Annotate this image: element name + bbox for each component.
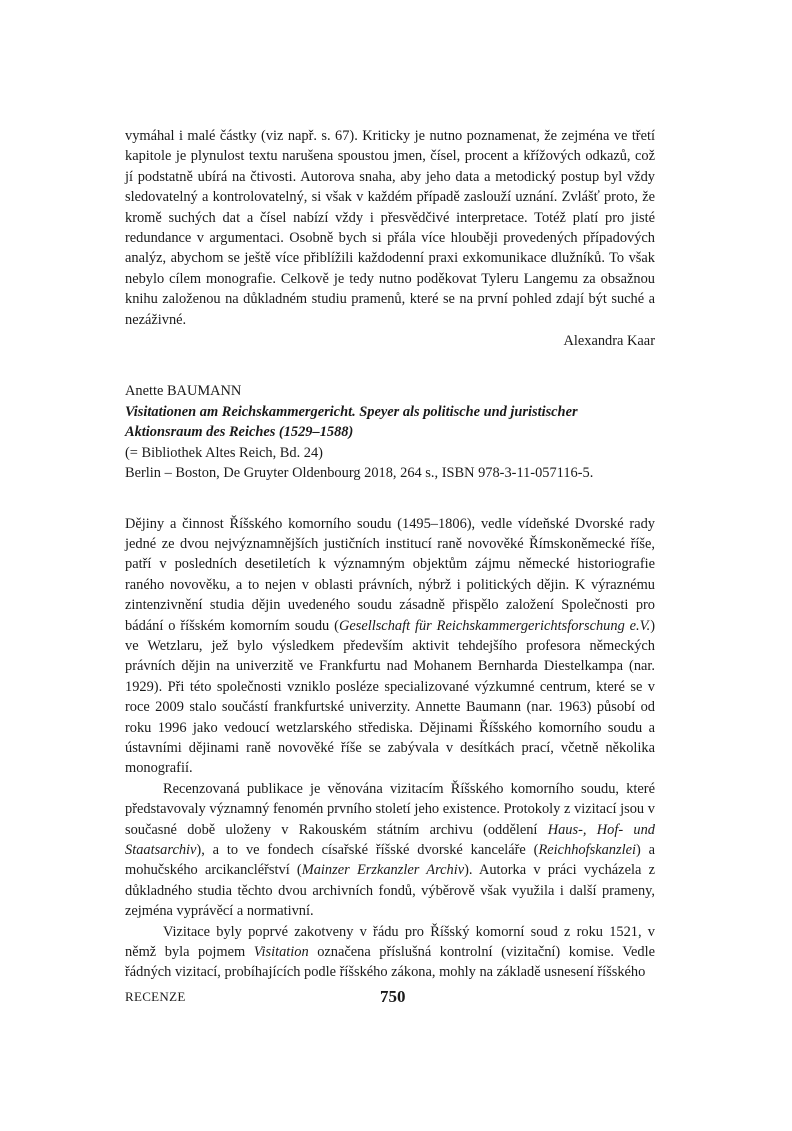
archive-name: Haus-, Hof- und Staatsarchiv xyxy=(125,821,655,858)
section-label: RECENZE xyxy=(125,989,186,1004)
text-run: ) ve Wetzlaru, jež bylo výsledkem především aktivit tehdejšího profesora německých právních dějin na univerzitě ve Frankfurtu nad Mohanem Bernharda Diestelkampa (nar. 1929). Při této společnosti vzniklo posléze specializované výzkumné centrum, které se v roce 2009 stalo součástí frankfurtské univerzity. Annette Baumann (nar. 1963) působí od roku 1996 jako vedoucí wetzlarského střediska. Dějinami Říšského komorního soudu a ústavními dějinami raně novověké říše se zabývala v desítkách prací, včetně několika monografií. xyxy=(125,617,655,777)
page-body xyxy=(125,126,655,983)
page-number: 750 xyxy=(380,987,406,1006)
archive-name: Reichhofskanzlei xyxy=(538,842,636,858)
book-publication: Berlin – Boston, De Gruyter Oldenbourg 2018, 264 s., ISBN 978-3-11-057116-5. xyxy=(125,465,594,482)
text-run: ) a mohučského arcikancléřství ( xyxy=(125,842,656,879)
reviewer-signature: Alexandra Kaar xyxy=(563,333,655,350)
book-title: Visitationen am Reichskammergericht. Speyer als politische und juristischer Aktionsraum des Reiches (1529–1588) xyxy=(125,403,578,441)
text-run: Dějiny a činnost Říšského komorního soudu (1495–1806), vedle vídeňské Dvorské rady jedné ze dvou nejvýznamnějších justičních institucí raně novověké Římskoněmecké říše, patří v posledních desetiletích k významným objektům zájmu německé historiografie raného novověku, a to nejen v oblasti právních, nýbrž i politických dějin. K výraznému zintenzivnění studia dějin uvedeného soudu zásadně přispělo založení Společnosti pro bádání o říšském komorním soudu ( xyxy=(125,515,655,634)
society-name: Gesellschaft für Reichskammergerichtsforschung e.V. xyxy=(338,617,651,634)
review-tail-paragraph: vymáhal i malé částky (viz např. s. 67). Kriticky je nutno poznamenat, že zejména ve třetí kapitole je plynulost textu narušena spoustou jmen, čísel, procent a křížových odkazů, což jí podstatně ubírá na čtivosti. Autorova snaha, aby jeho data a metodický postup byl vždy sledovatelný a kontrolovatelný, si však v každém případě zaslouží uznání. Zvlášť proto, že kromě suchých dat a čísel nabízí vždy i přesvědčivé interpretace. Totéž platí pro jisté redundance v argumentaci. Osobně bych si přála více hlouběji provedených případových analýz, abychom se ještě více přiblížili každodenní praxi exkomunikace dlužníků. To však nebylo cílem monografie. Celkově je tedy nutno poděkovat Tyleru Langemu za obsažnou knihu založenou na důkladném studiu pramenů, které se na první pohled zdají být suché a nezáživné. xyxy=(125,128,655,328)
book-series: (= Bibliothek Altes Reich, Bd. 24) xyxy=(125,444,323,461)
review-paragraph-1 xyxy=(125,514,655,779)
review-text xyxy=(125,514,655,983)
text-run: ), a to ve fondech císařské říšské dvorské kanceláře ( xyxy=(196,842,539,858)
book-citation xyxy=(125,381,655,483)
term-visitation: Visitation xyxy=(253,944,309,961)
review-paragraph-3 xyxy=(125,922,655,983)
text-run: Vizitace byly poprvé zakotveny v řádu pro Říšský komorní soud z roku 1521, v němž byla pojmem xyxy=(125,923,655,961)
text-run: označena příslušná kontrolní (vizitační) komise. Vedle řádných vizitací, probíhajících podle říšského zákona, mohly na základě usnesení říšského xyxy=(125,944,655,981)
text-run: Recenzovaná publikace je věnována vizitacím Říšského komorního soudu, které představovaly významný fenomén prvního století jeho existence. Protokoly z vizitací jsou v současné době uloženy v Rakouském státním archivu (oddělení xyxy=(125,780,655,838)
text-run: ). Autorka v práci vycházela z důkladného studia těchto dvou archivních fondů, výběrově však využila i další prameny, zejména vyprávěcí a normativní. xyxy=(125,862,655,920)
archive-name: Mainzer Erzkanzler Archiv xyxy=(301,862,465,879)
book-author: Anette BAUMANN xyxy=(125,383,242,400)
review-paragraph-2 xyxy=(125,779,655,922)
